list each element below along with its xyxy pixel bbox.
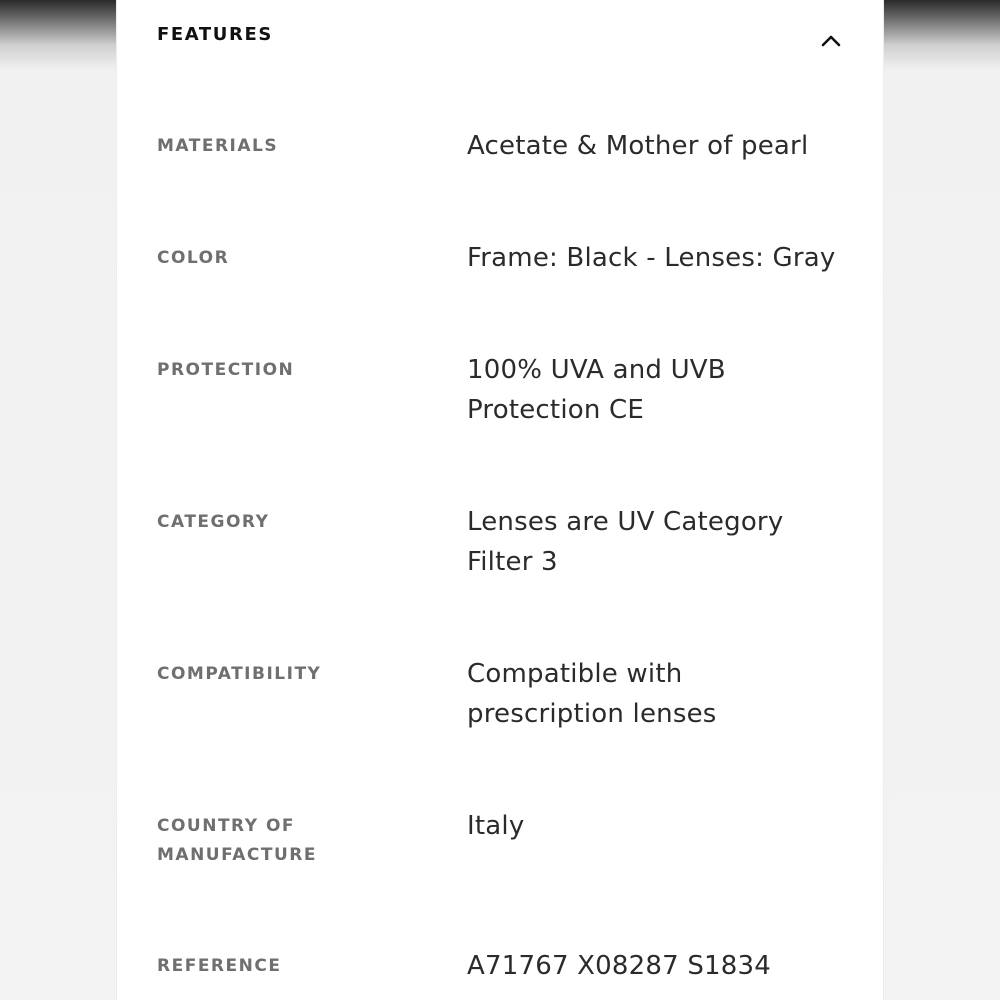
feature-label: REFERENCE bbox=[157, 956, 282, 976]
feature-label: COMPATIBILITY bbox=[157, 664, 322, 684]
feature-value: Acetate & Mother of pearl bbox=[467, 131, 809, 161]
feature-label: COLOR bbox=[157, 248, 230, 268]
features-panel bbox=[116, 0, 884, 1000]
feature-value: Compatible with prescription lenses bbox=[467, 659, 717, 729]
feature-label: COUNTRY OF MANUFACTURE bbox=[157, 816, 318, 865]
chevron-up-icon[interactable] bbox=[817, 28, 845, 52]
feature-value: Italy bbox=[467, 811, 525, 841]
feature-value: Lenses are UV Category Filter 3 bbox=[467, 507, 784, 577]
section-title: FEATURES bbox=[157, 24, 273, 45]
feature-value: A71767 X08287 S1834 bbox=[467, 951, 772, 981]
feature-value: 100% UVA and UVB Protection CE bbox=[467, 355, 726, 425]
feature-value: Frame: Black - Lenses: Gray bbox=[467, 243, 836, 273]
features-header[interactable] bbox=[157, 24, 845, 54]
feature-label: PROTECTION bbox=[157, 360, 295, 380]
feature-label: CATEGORY bbox=[157, 512, 270, 532]
feature-label: MATERIALS bbox=[157, 136, 279, 156]
